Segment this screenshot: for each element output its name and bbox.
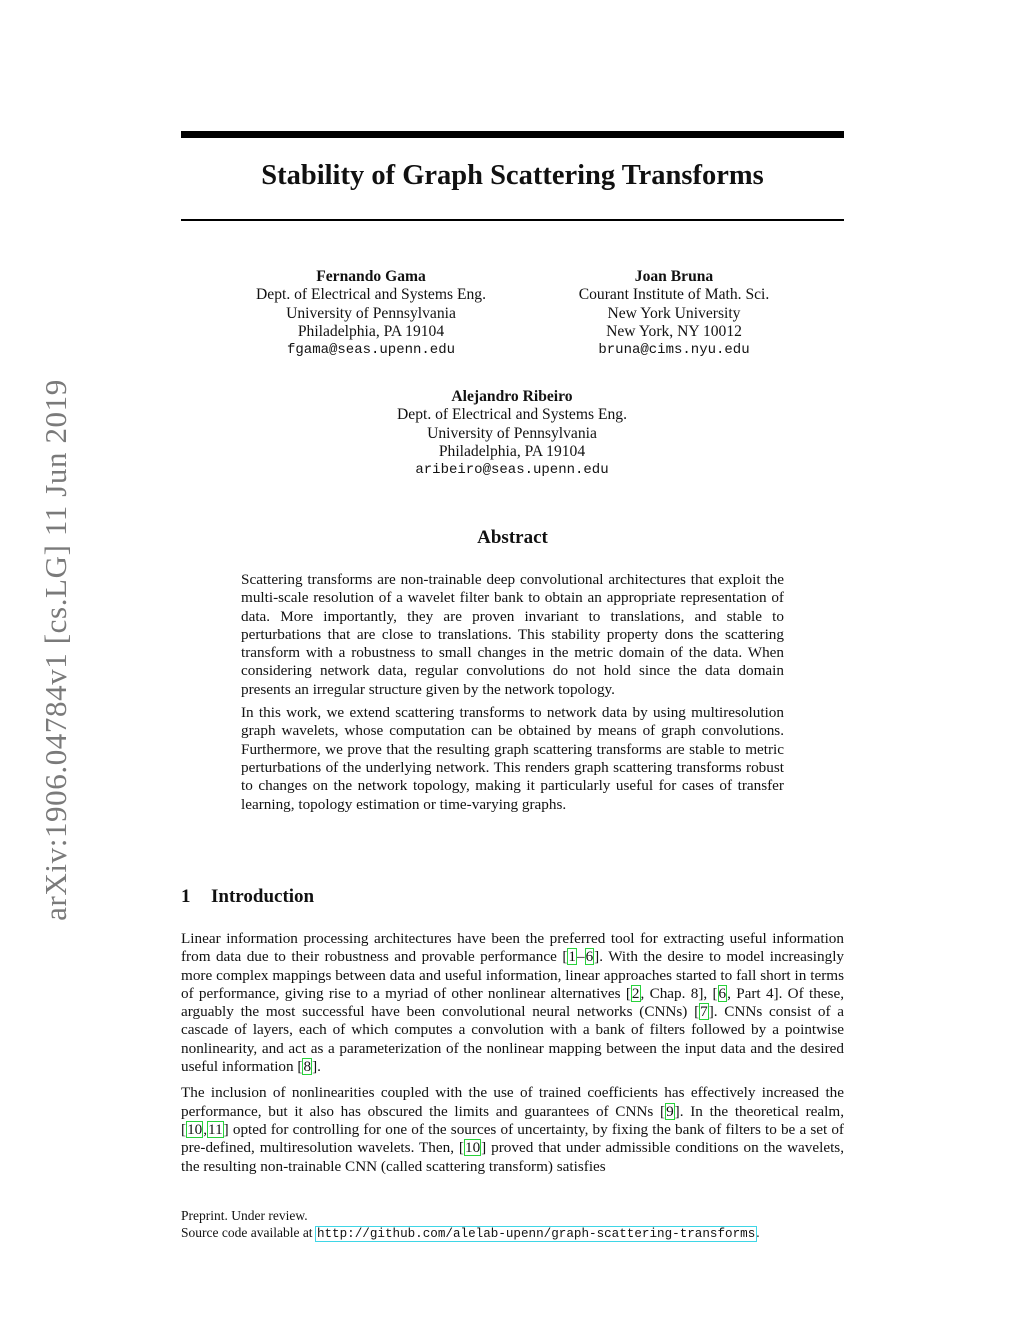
footnote-preprint: Preprint. Under review.	[181, 1208, 308, 1223]
author-institution: University of Pennsylvania	[286, 304, 456, 322]
author-email: fgama@seas.upenn.edu	[286, 342, 456, 359]
text-run: Linear information processing architectures have been the preferred tool for extracting useful information from data due to their robustness and provable performance [	[181, 930, 844, 966]
abstract-paragraph: Scattering transforms are non-trainable deep convolutional architectures that exploit the multi-scale resolution of a wavelet filter bank to obtain an appropriate representation of data. More importantly, they are proven invariant to translations, and stable to perturbations that are close to translations. This stability property dons the scattering transform with a robustness to small changes in the metric domain of the data. When considering network data, regular convolutions do not hold since the data domain presents an irregular structure given by the network topology.	[241, 571, 784, 698]
section-number: 1	[181, 886, 191, 907]
author-institution: New York University	[607, 304, 741, 322]
paper-title: Stability of Graph Scattering Transforms	[261, 160, 764, 191]
text-run: –	[576, 948, 585, 966]
citation-link[interactable]: 2	[631, 984, 640, 1002]
citation-link[interactable]: 10	[187, 1120, 203, 1138]
abstract-body	[241, 571, 784, 819]
section-title: Introduction	[211, 886, 315, 907]
author-email: bruna@cims.nyu.edu	[598, 342, 750, 359]
citation-link[interactable]: 6	[718, 984, 727, 1002]
author-name: Alejandro Ribeiro	[451, 388, 573, 405]
citation-link[interactable]: 6	[585, 948, 594, 966]
body-paragraph	[181, 930, 844, 1076]
citation-link[interactable]: 9	[666, 1102, 674, 1120]
text-run: , Part 4]. Of these, arguably the most successful have been convolutional neural networks (CNNs) [	[181, 984, 844, 1021]
author-name: Joan Bruna	[634, 268, 714, 285]
arxiv-stamp: arXiv:1906.04784v1 [cs.LG] 11 Jun 2019	[38, 379, 73, 921]
author-address: Philadelphia, PA 19104	[438, 442, 586, 460]
body-paragraph	[181, 1084, 844, 1175]
text-run: .	[756, 1224, 760, 1240]
text-run: Source code available at	[181, 1224, 316, 1240]
text-run: ] opted for controlling for one of the sources of uncertainty, by fixing the bank of filters to be a set of pre-defined, multiresolution wavelets. Then, [	[181, 1120, 844, 1157]
section-heading	[181, 886, 314, 908]
abstract-paragraph: In this work, we extend scattering transforms to network data by using multiresolution graph wavelets, whose computation can be obtained by means of graph convolutions. Furthermore, we prove that the resulting graph scattering transforms are stable to metric perturbations of the underlying network. This renders graph scattering transforms robust to changes on the network topology, making it particularly useful for cases of transfer learning, topology estimation or time-varying graphs.	[241, 704, 784, 813]
author-institution: University of Pennsylvania	[427, 424, 597, 442]
text-run: The inclusion of nonlinearities coupled with the use of trained coefficients has effectively increased the performance, but it also has obscured the limits and guarantees of CNNs [	[181, 1084, 844, 1120]
citation-link[interactable]: 11	[208, 1120, 223, 1138]
title-rule-top	[181, 131, 844, 138]
author-block	[534, 268, 814, 359]
text-run: ]. In the theoretical realm, [	[181, 1102, 844, 1138]
source-code-link[interactable]: http://github.com/alelab-upenn/graph-scattering-transforms	[316, 1226, 756, 1241]
text-run: ]. CNNs consist of a cascade of layers, each of which computes a convolution with a bank of filters followed by a pointwise nonlinearity, and act as a parameterization of the nonlinear mapping between the input data and the desired useful information [	[181, 1003, 844, 1076]
author-address: Philadelphia, PA 19104	[297, 322, 445, 340]
author-block	[342, 388, 682, 479]
abstract-heading: Abstract	[477, 527, 548, 548]
author-dept: Courant Institute of Math. Sci.	[578, 286, 770, 304]
author-dept: Dept. of Electrical and Systems Eng.	[397, 406, 627, 424]
citation-link[interactable]: 8	[303, 1058, 312, 1076]
text-run: ].	[312, 1058, 321, 1076]
section-body	[181, 930, 844, 1184]
citation-link[interactable]: 1	[568, 948, 576, 966]
author-name: Fernando Gama	[316, 268, 426, 285]
citation-link[interactable]: 10	[464, 1139, 481, 1157]
author-block	[201, 268, 541, 359]
author-dept: Dept. of Electrical and Systems Eng.	[256, 286, 486, 304]
author-address: New York, NY 10012	[606, 322, 742, 340]
author-email: aribeiro@seas.upenn.edu	[415, 462, 609, 479]
text-run: ] proved that under admissible conditions on the wavelets, the resulting non-trainable CNN (called scattering transform) satisfies	[181, 1139, 845, 1175]
footnote-source	[181, 1225, 760, 1243]
footnote	[181, 1208, 760, 1242]
title-rule-bottom	[181, 219, 844, 221]
text-run: ]. With the desire to model increasingly more complex mappings between data and useful information, linear approaches started to fall short in terms of performance, giving rise to a myriad of other nonlinear alternatives [	[181, 948, 845, 1002]
text-run: , Chap. 8], [	[640, 984, 718, 1002]
citation-link[interactable]: 7	[700, 1003, 708, 1021]
text-run: ,	[203, 1120, 208, 1138]
